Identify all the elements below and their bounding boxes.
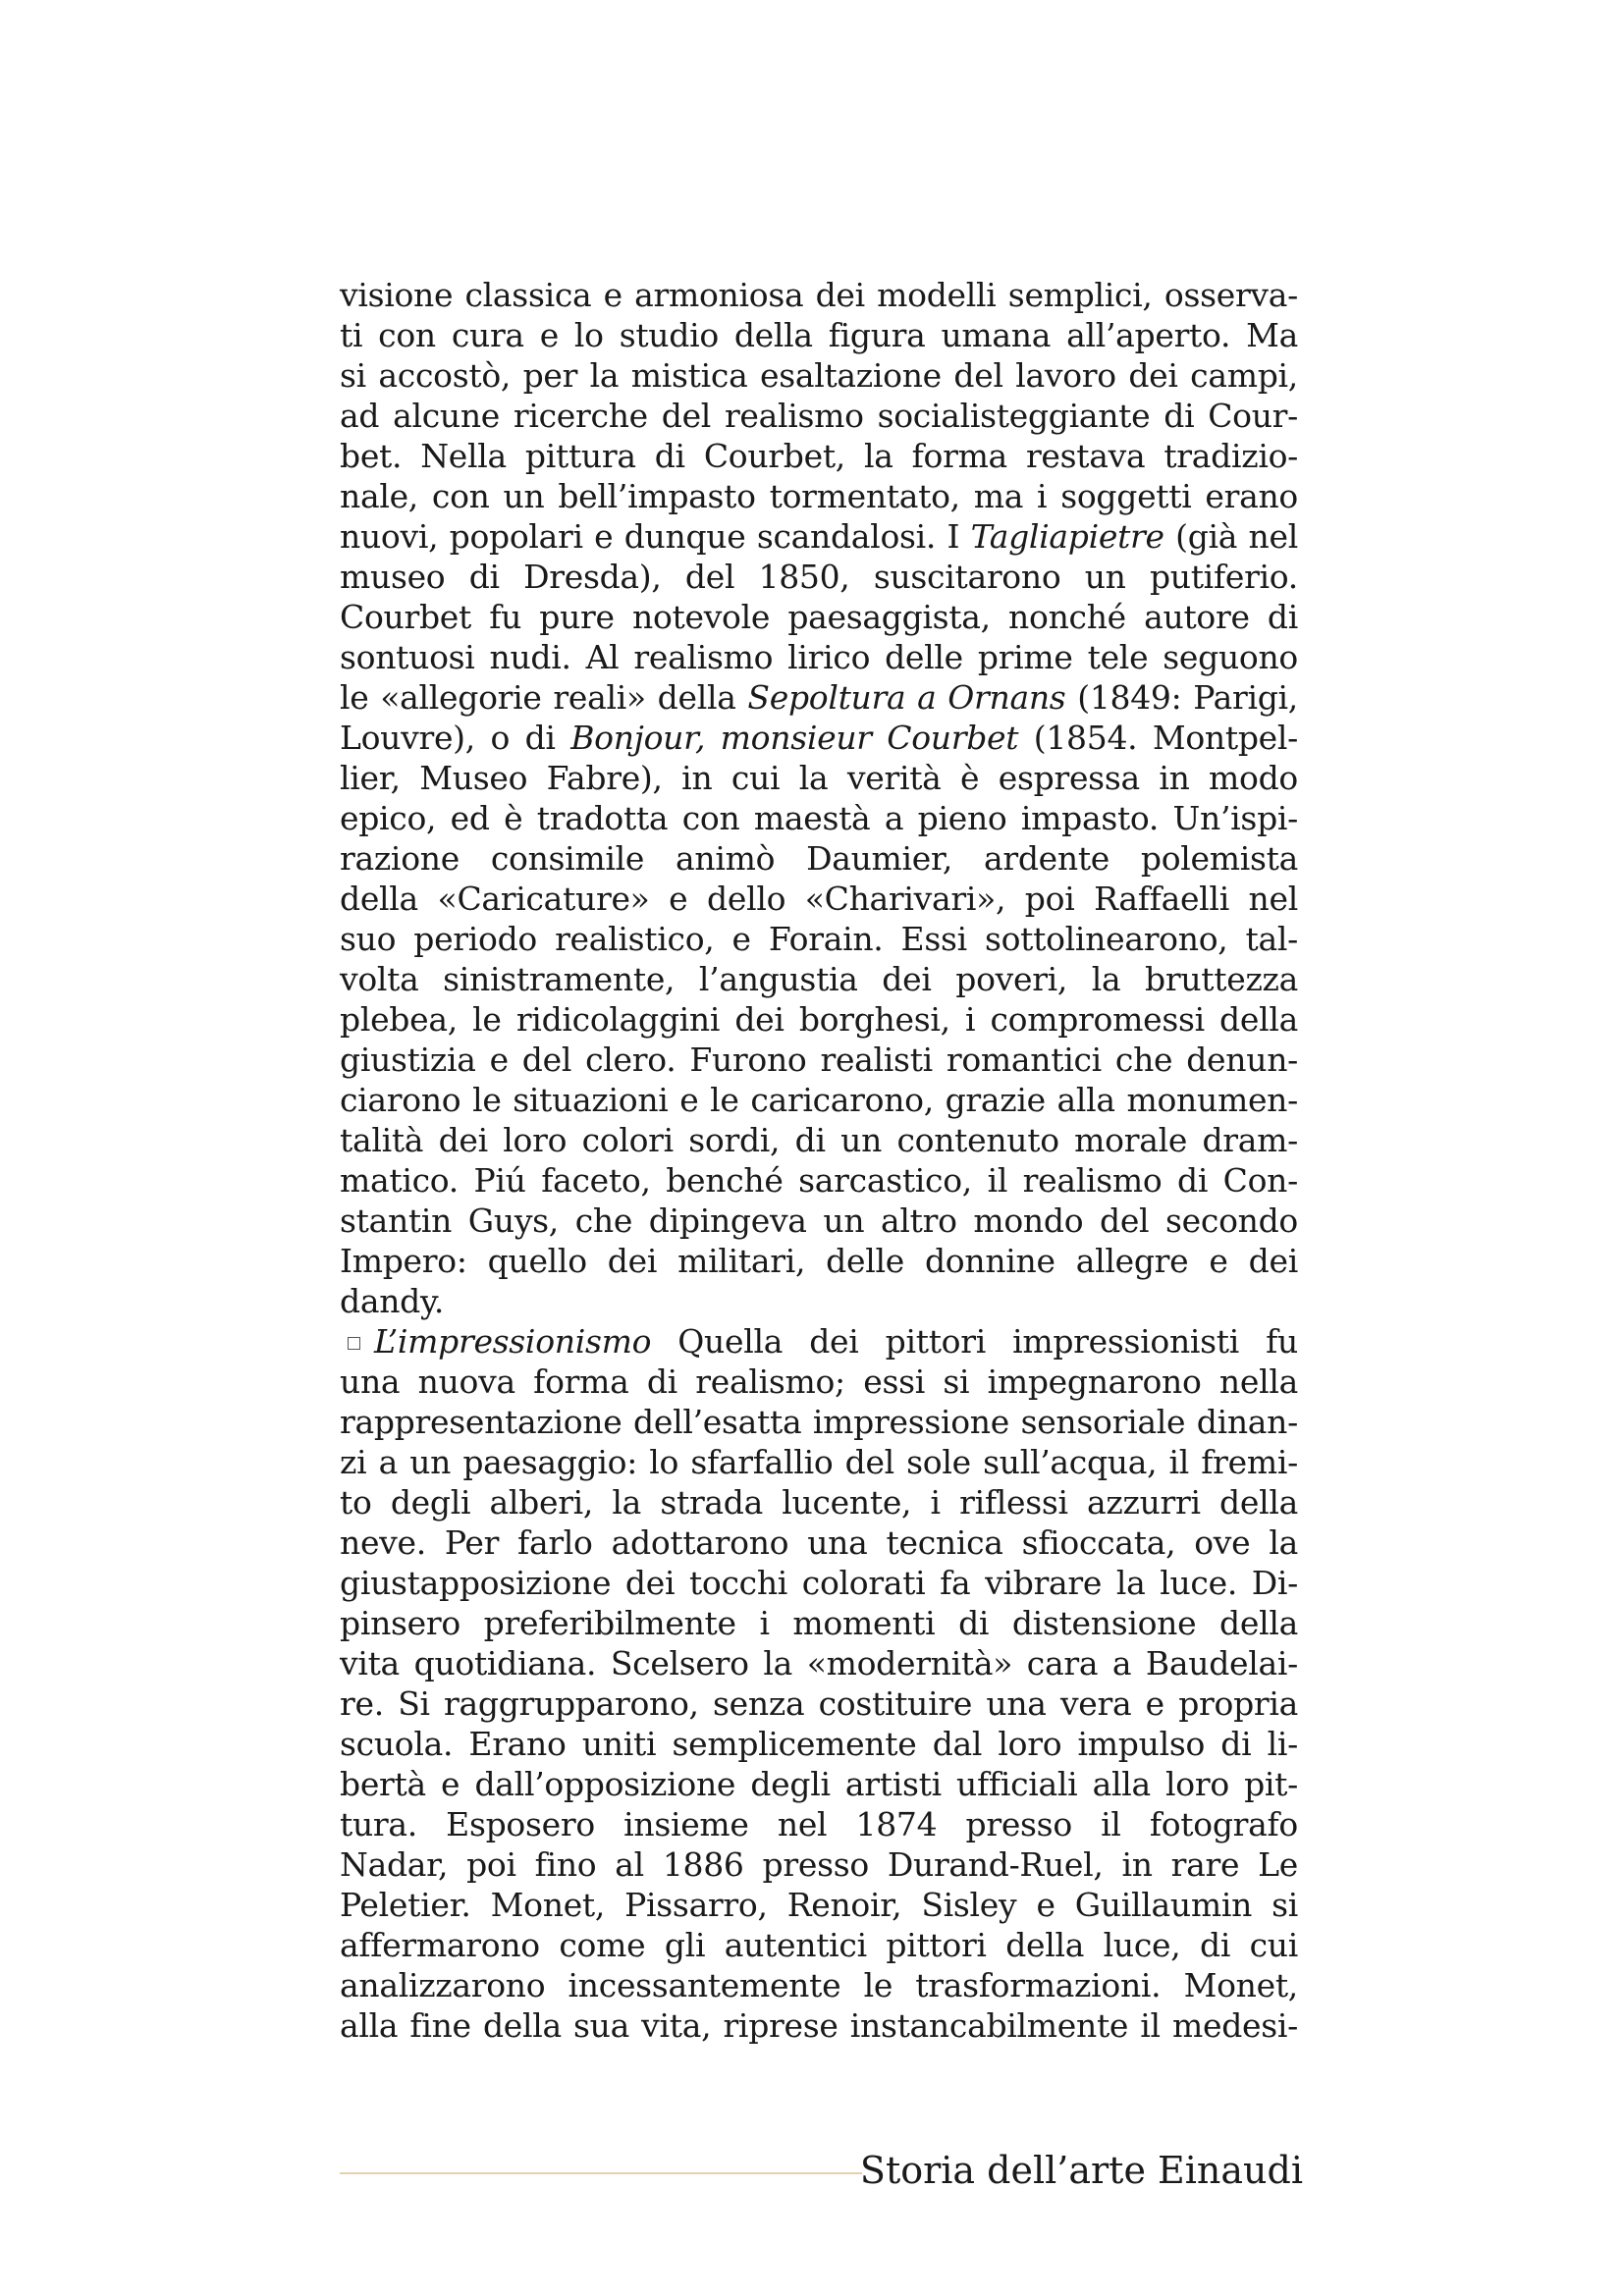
text-line: una nuova forma di realismo; essi si impegnarono nella <box>340 1362 1298 1401</box>
text-line: to degli alberi, la strada lucente, i riflessi azzurri della <box>340 1483 1298 1522</box>
text-segment: le «allegorie reali» della <box>340 678 748 717</box>
text-line: analizzarono incessantemente le trasformazioni. Monet, <box>340 1966 1298 2004</box>
text-line: Impero: quello dei militari, delle donnine allegre e dei <box>340 1242 1298 1280</box>
text-line: rappresentazione dell’esatta impressione sensoriale dinan- <box>340 1403 1298 1441</box>
text-line: visione classica e armoniosa dei modelli semplici, osserva- <box>340 276 1298 314</box>
text-segment: (1854. Montpel- <box>1018 719 1298 757</box>
section-heading: L’impressionismo <box>374 1322 652 1361</box>
text-line: giustapposizione dei tocchi colorati fa vibrare la luce. Di- <box>340 1564 1298 1602</box>
text-line: dandy. <box>340 1282 445 1320</box>
text-segment: (già nel <box>1163 517 1298 556</box>
text-line: si accostò, per la mistica esaltazione del lavoro dei campi, <box>340 356 1298 395</box>
artwork-title: Tagliapietre <box>970 517 1164 556</box>
footer-rule <box>340 2172 862 2174</box>
text-segment: nuovi, popolari e dunque scandalosi. I <box>340 517 971 556</box>
text-line: ciarono le situazioni e le caricarono, grazie alla monumen- <box>340 1081 1298 1119</box>
text-line: Nadar, poi fino al 1886 presso Durand-Ruel, in rare Le <box>340 1845 1298 1884</box>
text-line: bertà e dall’opposizione degli artisti ufficiali alla loro pit- <box>340 1765 1298 1803</box>
text-line: Peletier. Monet, Pissarro, Renoir, Sisley e Guillaumin si <box>340 1886 1298 1924</box>
text-line: sontuosi nudi. Al realismo lirico delle prime tele seguono <box>340 638 1298 676</box>
text-line: alla fine della sua vita, riprese instancabilmente il medesi- <box>340 2006 1298 2045</box>
artwork-title: Bonjour, monsieur Courbet <box>570 719 1019 757</box>
text-segment: Louvre), o di <box>340 719 571 757</box>
text-line: neve. Per farlo adottarono una tecnica sfioccata, ove la <box>340 1523 1298 1562</box>
text-line: lier, Museo Fabre), in cui la verità è espressa in modo <box>340 759 1298 797</box>
text-line: Courbet fu pure notevole paesaggista, nonché autore di <box>340 598 1298 636</box>
text-line: matico. Piú faceto, benché sarcastico, il realismo di Con- <box>340 1161 1298 1200</box>
text-line: scuola. Erano uniti semplicemente dal loro impulso di li- <box>340 1725 1298 1763</box>
text-line: volta sinistramente, l’angustia dei poveri, la bruttezza <box>340 960 1298 998</box>
artwork-title: Sepoltura a Ornans <box>747 678 1066 717</box>
text-segment: Quella dei pittori impressionisti fu <box>651 1322 1298 1361</box>
text-line: nale, con un bell’impasto tormentato, ma i soggetti erano <box>340 477 1298 515</box>
section-heading-line <box>340 1321 1298 1362</box>
text-line: stantin Guys, che dipingeva un altro mondo del secondo <box>340 1201 1298 1240</box>
text-line: ad alcune ricerche del realismo socialisteggiante di Cour- <box>340 397 1298 435</box>
text-line: talità dei loro colori sordi, di un contenuto morale dram- <box>340 1121 1298 1159</box>
text-line: museo di Dresda), del 1850, suscitarono un putiferio. <box>340 558 1298 596</box>
text-line: epico, ed è tradotta con maestà a pieno impasto. Un’ispi- <box>340 799 1298 837</box>
text-line <box>340 718 1298 758</box>
text-line: ti con cura e lo studio della figura umana all’aperto. Ma <box>340 316 1298 354</box>
text-line: plebea, le ridicolaggini dei borghesi, i compromessi della <box>340 1000 1298 1039</box>
text-segment: (1849: Parigi, <box>1065 678 1298 717</box>
footer-title: Storia dell’arte Einaudi <box>859 2149 1303 2192</box>
text-line: re. Si raggrupparono, senza costituire una vera e propria <box>340 1684 1298 1723</box>
text-line <box>340 677 1298 718</box>
text-line: vita quotidiana. Scelsero la «modernità» cara a Baudelai- <box>340 1644 1298 1682</box>
text-line: della «Caricature» e dello «Charivari», poi Raffaelli nel <box>340 880 1298 918</box>
text-line: pinsero preferibilmente i momenti di distensione della <box>340 1604 1298 1642</box>
text-line: giustizia e del clero. Furono realisti romantici che denun- <box>340 1041 1298 1079</box>
text-line: affermarono come gli autentici pittori della luce, di cui <box>340 1926 1298 1964</box>
text-line: razione consimile animò Daumier, ardente polemista <box>340 839 1298 878</box>
text-line: suo periodo realistico, e Forain. Essi sottolinearono, tal- <box>340 920 1298 958</box>
text-line <box>340 516 1298 557</box>
square-bullet-icon <box>348 1337 360 1350</box>
text-line: zi a un paesaggio: lo sfarfallio del sole sull’acqua, il fremi- <box>340 1443 1298 1481</box>
text-line: bet. Nella pittura di Courbet, la forma restava tradizio- <box>340 437 1298 475</box>
text-line: tura. Esposero insieme nel 1874 presso il fotografo <box>340 1805 1298 1843</box>
body-text <box>340 275 1298 2046</box>
